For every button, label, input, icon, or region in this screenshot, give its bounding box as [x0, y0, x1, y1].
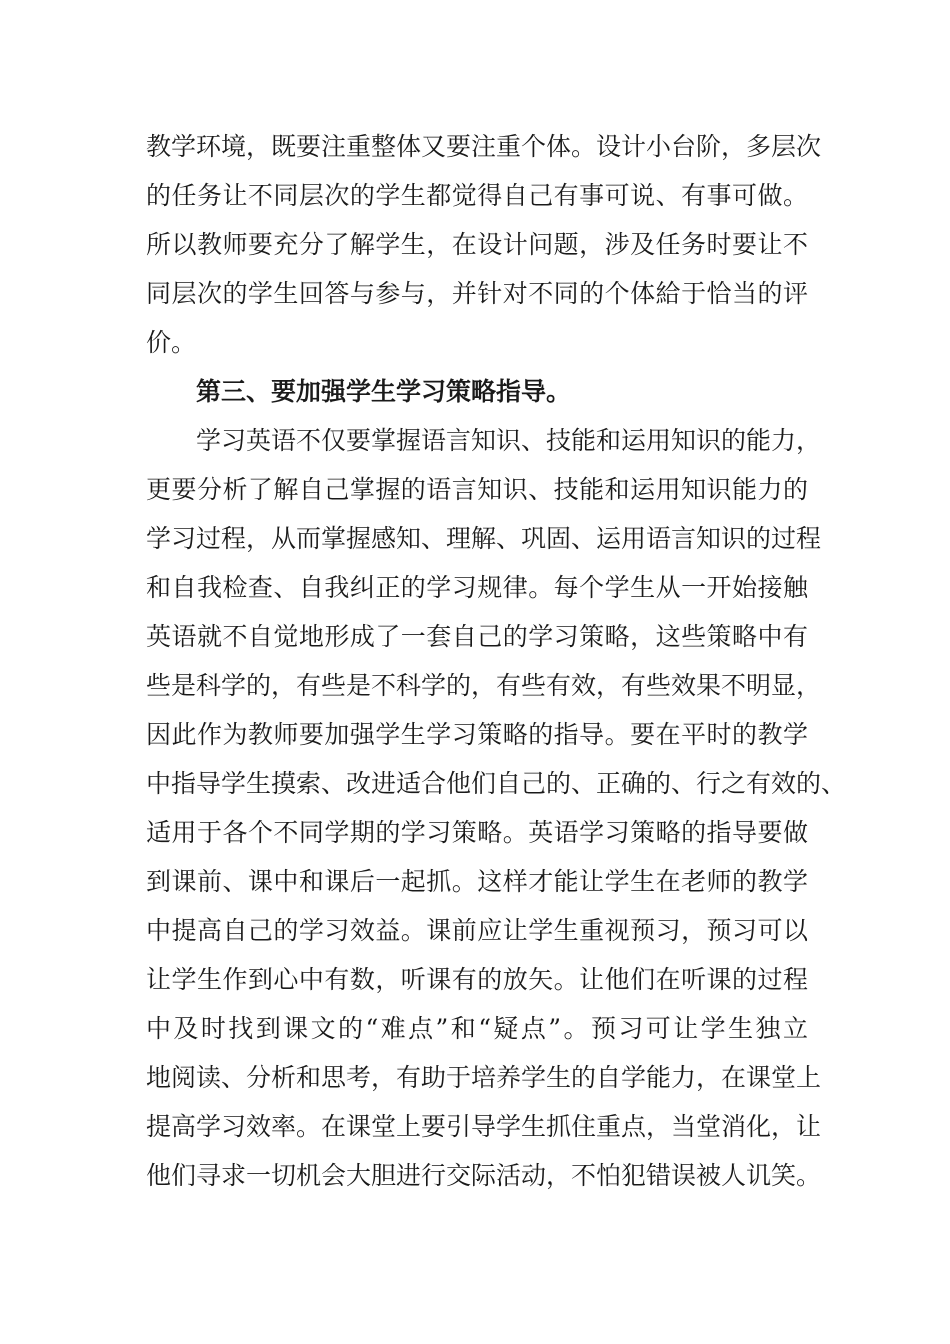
- paragraph-line: 些是科学的，有些是不科学的，有些有效，有些效果不明显，: [146, 671, 822, 700]
- paragraph-line: 学习过程，从而掌握感知、理解、巩固、运用语言知识的过程: [146, 524, 822, 553]
- document-body: [146, 122, 847, 1200]
- paragraph-line: 价。: [146, 328, 197, 357]
- paragraph-line: 同层次的学生回答与参与，并针对不同的个体給于恰当的评: [146, 279, 808, 308]
- paragraph-line: 地阅读、分析和思考，有助于培养学生的自学能力，在课堂上: [146, 1063, 822, 1092]
- paragraph-line: 教学环境，既要注重整体又要注重个体。设计小台阶，多层次: [146, 132, 822, 161]
- paragraph-line: 提高学习效率。在课堂上要引导学生抓住重点，当堂消化，让: [146, 1112, 822, 1141]
- paragraph-line: 英语就不自觉地形成了一套自己的学习策略，这些策略中有: [146, 622, 808, 651]
- paragraph-line: 到课前、课中和课后一起抓。这样才能让学生在老师的教学: [146, 867, 808, 896]
- paragraph-line: 的任务让不同层次的学生都觉得自己有事可说、有事可做。: [146, 181, 808, 210]
- paragraph-line: 他们寻求一切机会大胆进行交际活动，不怕犯错误被人讥笑。: [146, 1161, 822, 1190]
- paragraph-line: 中及时找到课文的“难点”和“疑点”。预习可让学生独立: [146, 1014, 808, 1043]
- paragraph-2: [146, 416, 847, 1200]
- paragraph-line: 适用于各个不同学期的学习策略。英语学习策略的指导要做: [146, 818, 808, 847]
- paragraph-line: 中指导学生摸索、改进适合他们自己的、正确的、行之有效的、: [146, 769, 847, 798]
- paragraph-line: 和自我检查、自我纠正的学习规律。每个学生从一开始接触: [146, 573, 808, 602]
- paragraph-line: 中提高自己的学习效益。课前应让学生重视预习，预习可以: [146, 916, 808, 945]
- section-heading: 第三、要加强学生学习策略指导。: [196, 377, 572, 406]
- paragraph-line: 所以教师要充分了解学生，在设计问题，涉及任务时要让不: [146, 230, 808, 259]
- paragraph-line: 因此作为教师要加强学生学习策略的指导。要在平时的教学: [146, 720, 808, 749]
- paragraph-line: 更要分析了解自己掌握的语言知识、技能和运用知识能力的: [146, 475, 808, 504]
- paragraph-line: 学习英语不仅要掌握语言知识、技能和运用知识的能力，: [196, 426, 822, 455]
- paragraph-line: 让学生作到心中有数，听课有的放矢。让他们在听课的过程: [146, 965, 808, 994]
- paragraph-1: [146, 122, 822, 367]
